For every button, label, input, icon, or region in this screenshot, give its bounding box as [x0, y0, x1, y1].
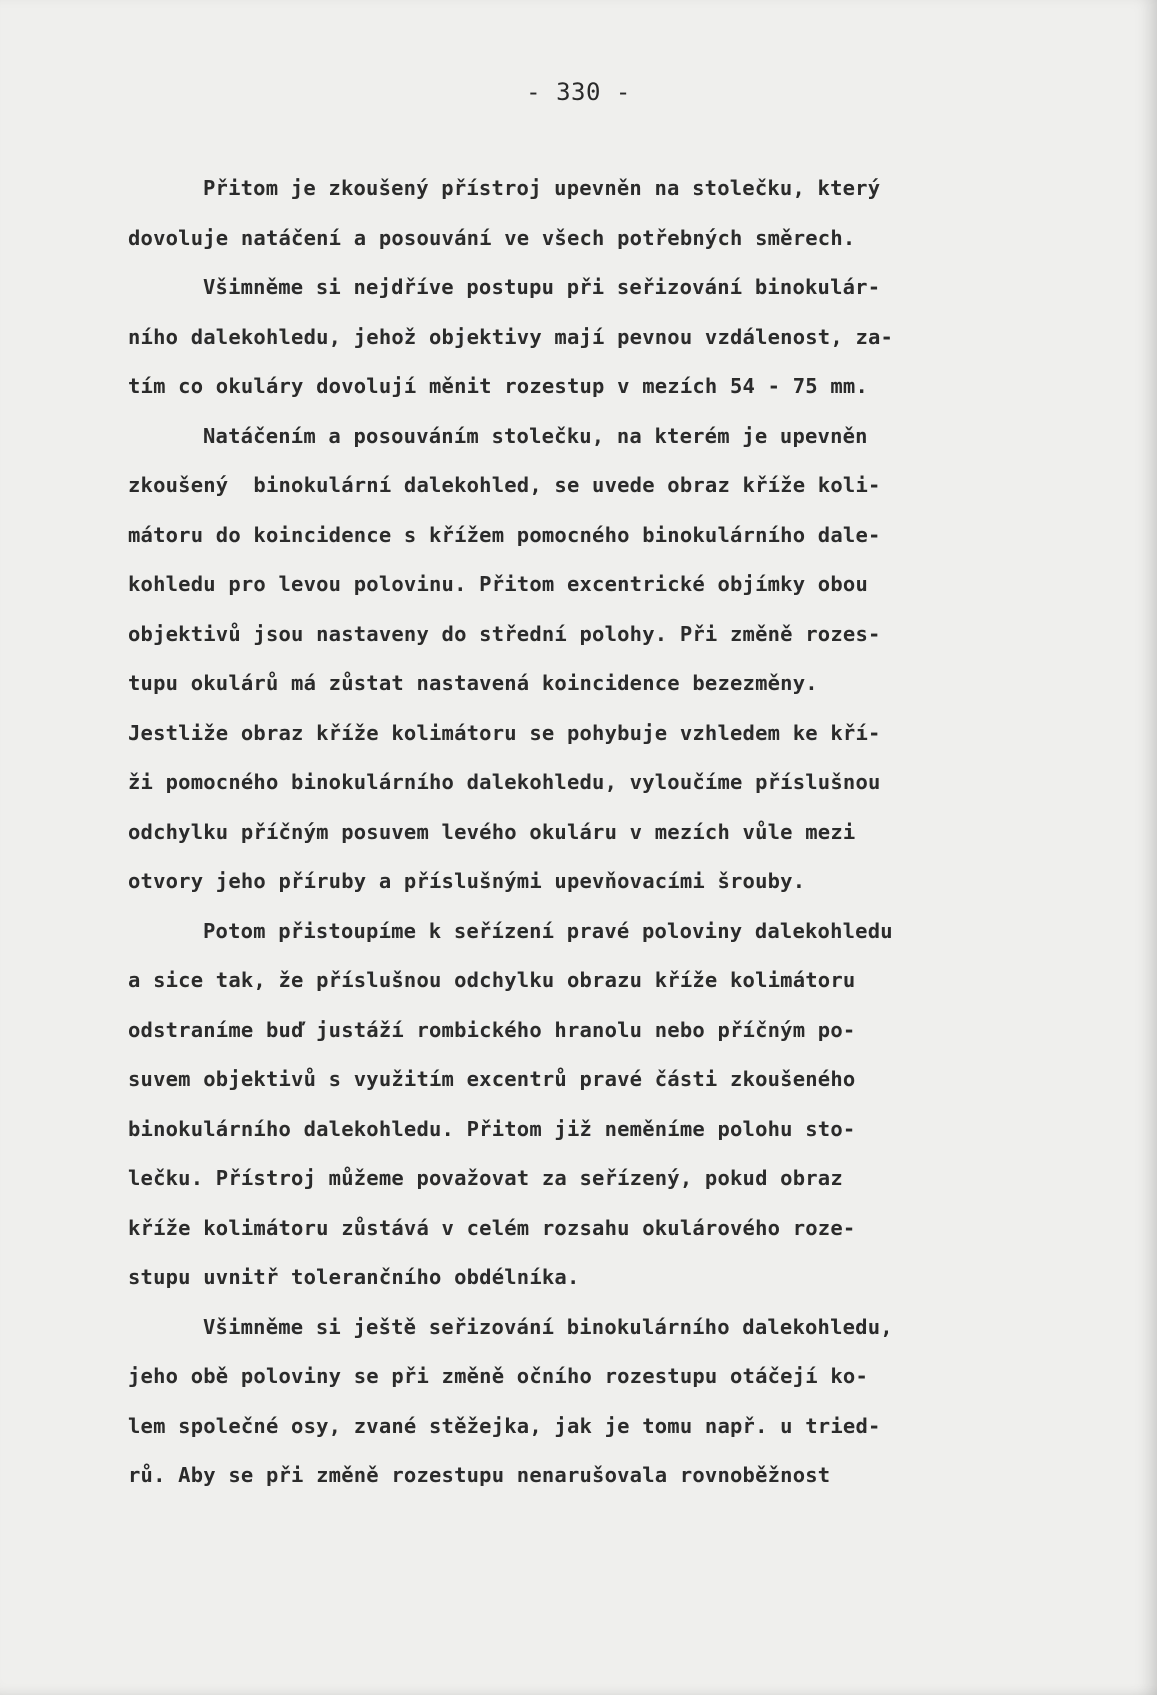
text-line: ži pomocného binokulárního dalekohledu, vyloučíme příslušnou [128, 770, 881, 794]
text-line: mátoru do koincidence s křížem pomocného binokulárního dale- [128, 522, 881, 547]
text-line: objektivů jsou nastaveny do střední polohy. Při změně rozes- [128, 621, 881, 646]
text-line: a sice tak, že příslušnou odchylku obrazu kříže kolimátoru [128, 968, 856, 992]
text-line: odstraníme buď justáží rombického hranolu nebo příčným po- [128, 1017, 856, 1042]
text-line: suvem objektivů s využitím excentrů pravé části zkoušeného [128, 1067, 856, 1091]
text-line: Potom přistoupíme k seřízení pravé poloviny dalekohledu [203, 918, 893, 943]
text-line: ního dalekohledu, jehož objektivy mají pevnou vzdálenost, za- [128, 324, 894, 349]
text-line: otvory jeho příruby a příslušnými upevňovacími šrouby. [128, 869, 806, 893]
text-line: Jestliže obraz kříže kolimátoru se pohybuje vzhledem ke kří- [128, 720, 881, 745]
text-line: Všimněme si ještě seřizování binokulárního dalekohledu, [203, 1314, 893, 1339]
text-line: tupu okulárů má zůstat nastavená koincidence bezezměny. [128, 671, 818, 695]
text-line: stupu uvnitř tolerančního obdélníka. [128, 1265, 580, 1289]
text-line: kohledu pro levou polovinu. Přitom excentrické objímky obou [128, 572, 868, 596]
text-line: jeho obě poloviny se při změně očního rozestupu otáčejí ko- [128, 1364, 868, 1388]
text-line: tím co okuláry dovolují měnit rozestup v mezích 54 - 75 mm. [128, 374, 868, 398]
body-text [128, 164, 1058, 1501]
text-line: dovoluje natáčení a posouvání ve všech potřebných směrech. [128, 225, 856, 250]
page-number: - 330 - [526, 78, 631, 106]
text-line: lečku. Přístroj můžeme považovat za seřízený, pokud obraz [128, 1166, 843, 1190]
text-line: zkoušený binokulární dalekohled, se uvede obraz kříže koli- [128, 473, 881, 497]
text-line: lem společné osy, zvané stěžejka, jak je tomu např. u tried- [128, 1413, 881, 1438]
text-line: rů. Aby se při změně rozestupu nenarušovala rovnoběžnost [128, 1463, 831, 1487]
text-line: Natáčením a posouváním stolečku, na kterém je upevněn [203, 423, 868, 448]
text-line: odchylku příčným posuvem levého okuláru v mezích vůle mezi [128, 819, 856, 844]
text-line: Přitom je zkoušený přístroj upevněn na stolečku, který [203, 176, 881, 200]
text-line: kříže kolimátoru zůstává v celém rozsahu okulárového roze- [128, 1215, 856, 1240]
text-line: binokulárního dalekohledu. Přitom již neměníme polohu sto- [128, 1116, 856, 1141]
text-line: Všimněme si nejdříve postupu při seřizování binokulár- [203, 275, 881, 299]
